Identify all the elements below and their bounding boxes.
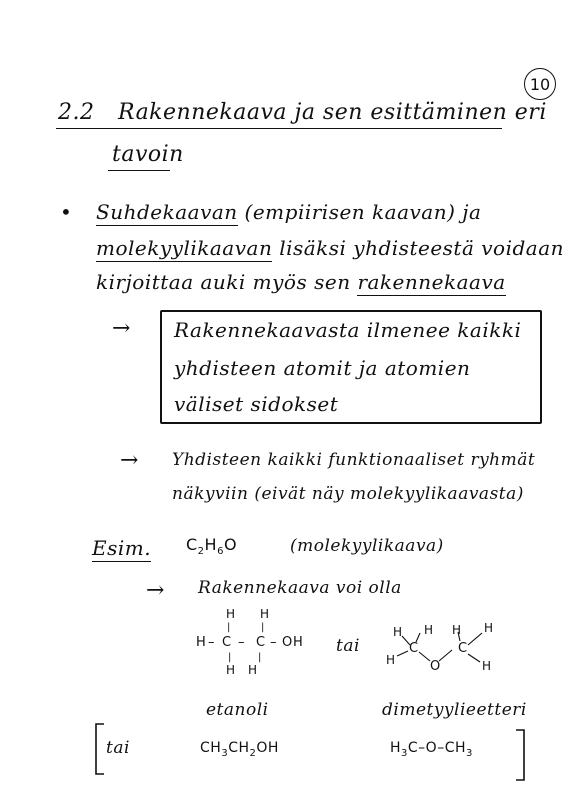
formula-part: OH: [256, 740, 279, 756]
formula-subscript: 2: [249, 747, 257, 759]
formula-subscript: 3: [401, 747, 408, 759]
bullet-line1-rest: (empiirisen kaavan) ja: [244, 200, 482, 224]
atom-h: H: [293, 635, 303, 650]
atom-h: H: [424, 623, 434, 637]
formula-part: C–O–CH: [407, 740, 467, 756]
arrow-icon: →: [112, 316, 131, 341]
formula-subscript: 2: [197, 546, 205, 558]
bullet-line3-rest: kirjoittaa auki myös sen: [96, 270, 351, 294]
atom-c: C: [256, 635, 266, 650]
formula-part: O: [223, 535, 238, 554]
atom-c: C: [458, 641, 468, 656]
note2-line-2: näkyviin (eivät näy molekyylikaavasta): [172, 484, 524, 504]
example-label: Esim.: [92, 536, 152, 560]
box-line-3: väliset sidokset: [174, 392, 339, 416]
section-title-line1: Rakennekaava ja sen esittäminen eri: [118, 100, 547, 125]
term-rakennekaava: rakennekaava: [357, 270, 506, 294]
structure-lead: Rakennekaava voi olla: [198, 578, 402, 598]
formula-subscript: 6: [217, 546, 224, 558]
atom-o: O: [430, 659, 441, 674]
bond-vertical: |: [261, 622, 265, 633]
formula-subscript: 3: [466, 747, 473, 759]
bond-vertical: |: [228, 652, 232, 663]
formula-part: H: [390, 740, 402, 756]
section-number: 2.2: [58, 100, 95, 125]
ethanol-structure: [196, 607, 303, 677]
term-suhdekaava: Suhdekaavan: [96, 200, 238, 224]
name-dimethyl-ether: dimetyylieetteri: [382, 700, 527, 720]
bond-line: [397, 651, 408, 656]
bond-vertical: |: [227, 622, 231, 633]
atom-h: H: [260, 607, 270, 621]
atom-c: C: [409, 641, 419, 656]
bond-vertical: |: [258, 652, 262, 663]
arrow-icon: →: [120, 448, 139, 473]
formula-part: C: [186, 535, 198, 554]
bullet-line2-rest: lisäksi yhdisteestä voidaan: [279, 236, 565, 260]
atom-h: H: [226, 663, 236, 677]
left-bracket: [96, 724, 104, 774]
atom-h: H: [393, 625, 403, 639]
formula-part: CH: [228, 740, 250, 756]
term-molekyylikaava: molekyylikaavan: [96, 236, 273, 260]
ether-structure: [386, 621, 493, 674]
bond-line: [468, 654, 480, 662]
condensed-ethanol: [200, 740, 279, 759]
bond-single: –: [270, 635, 277, 650]
bond-single: –: [208, 635, 215, 650]
box-line-2: yhdisteen atomit ja atomien: [174, 356, 471, 380]
atom-h: H: [248, 663, 258, 677]
right-bracket: [516, 730, 524, 780]
atom-h: H: [226, 607, 236, 621]
bullet-marker: •: [60, 200, 73, 224]
bond-line: [468, 633, 482, 645]
bond-line: [419, 652, 430, 661]
formula-note: (molekyylikaava): [290, 536, 444, 556]
section-title-line2: tavoin: [112, 142, 184, 167]
arrow-icon: →: [146, 578, 165, 603]
formula-subscript: 3: [221, 747, 229, 759]
note2-line-1: Yhdisteen kaikki funktionaaliset ryhmät: [172, 450, 536, 470]
name-ethanol: etanoli: [206, 700, 269, 720]
box-line-1: Rakennekaavasta ilmenee kaikki: [174, 318, 522, 342]
page-number-text: 10: [529, 74, 551, 94]
atom-o: O: [282, 635, 293, 650]
bond-single: –: [238, 635, 245, 650]
formula-part: CH: [200, 740, 222, 756]
condensed-dimethyl-ether: [390, 740, 473, 759]
bond-line: [439, 650, 452, 661]
atom-h: H: [386, 653, 396, 667]
bracket-or-word: tai: [106, 738, 130, 758]
atom-h: H: [452, 623, 462, 637]
atom-h: H: [196, 635, 206, 650]
atom-h: H: [482, 659, 492, 673]
or-word: tai: [336, 636, 360, 656]
atom-c: C: [222, 635, 232, 650]
formula-part: H: [204, 535, 218, 554]
atom-h: H: [484, 621, 494, 635]
